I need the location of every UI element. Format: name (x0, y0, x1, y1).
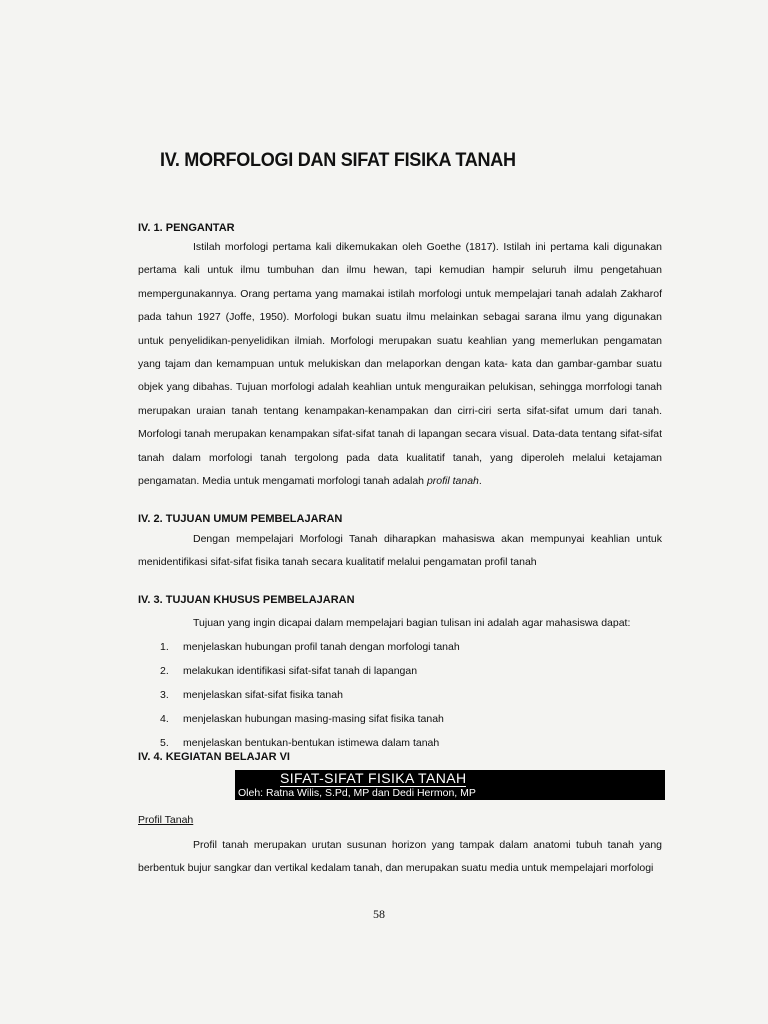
section-heading-tujuan-umum: IV. 2. TUJUAN UMUM PEMBELAJARAN (138, 513, 343, 525)
section-heading-tujuan-khusus: IV. 3. TUJUAN KHUSUS PEMBELAJARAN (138, 594, 355, 606)
list-item (160, 737, 439, 749)
list-item-number: 2. (160, 665, 169, 677)
section-heading-kegiatan: IV. 4. KEGIATAN BELAJAR VI (138, 751, 290, 763)
profil-tanah-italic: profil tanah (426, 475, 479, 488)
list-item-number: 1. (160, 641, 169, 653)
paragraph-profil (138, 834, 662, 881)
list-item-text: menjelaskan hubungan profil tanah dengan morfologi tanah (183, 641, 460, 653)
paragraph-pengantar-end: . (478, 475, 482, 488)
chapter-title: IV. MORFOLOGI DAN SIFAT FISIKA TANAH (160, 150, 516, 171)
list-item (160, 665, 417, 677)
list-item-number: 3. (160, 689, 169, 701)
paragraph-pengantar (138, 236, 662, 493)
list-item-number: 4. (160, 713, 169, 725)
banner-title: SIFAT-SIFAT FISIKA TANAH (280, 770, 467, 786)
objectives-intro: Tujuan yang ingin dicapai dalam mempelajari bagian tulisan ini adalah agar mahasiswa dapat: (193, 617, 631, 629)
list-item-text: menjelaskan hubungan masing-masing sifat fisika tanah (183, 713, 444, 725)
list-item-text: menjelaskan bentukan-bentukan istimewa dalam tanah (183, 737, 440, 749)
chapter-banner (235, 770, 665, 800)
list-item (160, 689, 343, 701)
paragraph-pengantar-text: Istilah morfologi pertama kali dikemukakan oleh Goethe (1817). Istilah ini pertama kali digunakan pertama kali untuk ilmu tumbuhan dan ilmu hewan, tapi kemudian hampir seluruh ilmu pengetahuan mempergunakannya. Orang pertama yang mamakai istilah morfologi untuk mempelajari tanah adalah Zakharof pada tahun 1927 (Joffe, 1950). Morfologi bukan suatu ilmu melainkan sebagai sarana ilmu yang digunakan untuk penyelidikan-penyelidikan ilmiah. Morfologi merupakan suatu keahlian yang memerlukan pengamatan yang tajam dan kemampuan untuk melukiskan dan melaporkan dengan kata- kata dan gambar-gambar suatu objek yang dibahas. Tujuan morfologi adalah keahlian untuk menguraikan pelukisan, sehingga morrfologi tanah merupakan uraian tanah tentang kenampakan-kenampakan dan cirri-ciri serta sifat-sifat umum dari tanah. Morfologi tanah merupakan kenampakan sifat-sifat tanah di lapangan secara visual. Data-data tentang sifat-sifat tanah dalam morfologi tanah tergolong pada data kualitatif tanah, yang diperoleh melalui ketajaman pengamatan. Media untuk mengamati morfologi tanah adalah (138, 241, 662, 488)
paragraph-tujuan-umum (138, 528, 662, 575)
banner-author: Oleh: Ratna Wilis, S.Pd, MP dan Dedi Hermon, MP (238, 787, 476, 799)
section-heading-pengantar: IV. 1. PENGANTAR (138, 222, 235, 234)
subheading-profil-tanah: Profil Tanah (138, 814, 194, 826)
list-item-number: 5. (160, 737, 169, 749)
paragraph-profil-text: Profil tanah merupakan urutan susunan horizon yang tampak dalam anatomi tubuh tanah yang berbentuk bujur sangkar dan vertikal kedalam tanah, dan merupakan suatu media untuk mempelajari morfologi (138, 839, 662, 875)
list-item (160, 641, 460, 653)
list-item-text: melakukan identifikasi sifat-sifat tanah di lapangan (183, 665, 418, 677)
list-item-text: menjelaskan sifat-sifat fisika tanah (183, 689, 343, 701)
list-item (160, 713, 444, 725)
paragraph-tujuan-umum-text: Dengan mempelajari Morfologi Tanah diharapkan mahasiswa akan mempunyai keahlian untuk menidentifikasi sifat-sifat fisika tanah secara kualitatif melalui pengamatan profil tanah (138, 533, 662, 569)
page-number: 58 (373, 907, 385, 921)
